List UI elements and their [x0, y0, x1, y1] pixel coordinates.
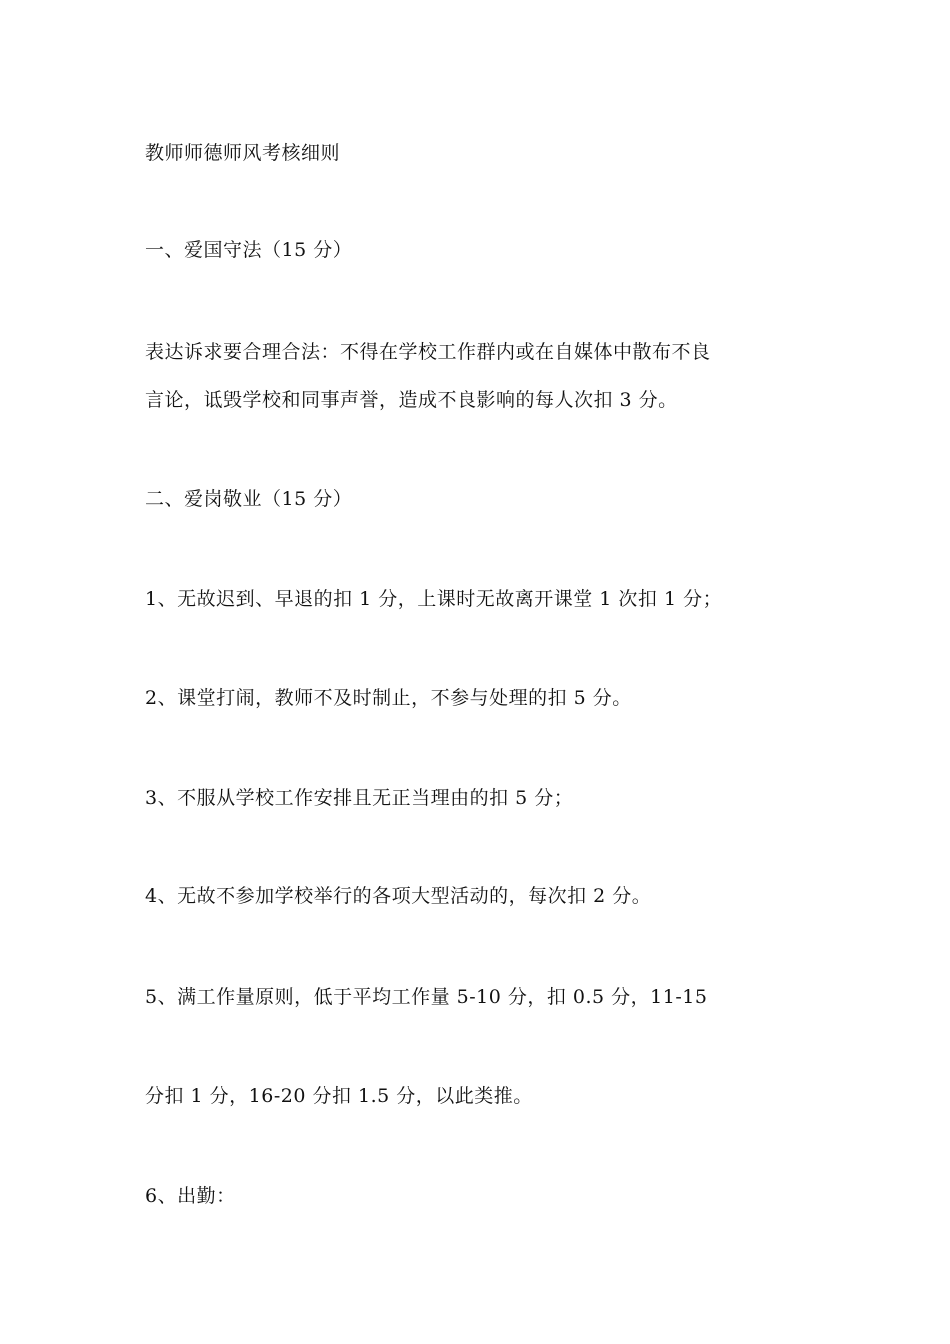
document-title: 教师师德师风考核细则: [145, 142, 341, 164]
section-heading-1: 一、爱国守法（15 分）: [145, 239, 353, 261]
list-item-continuation: 分扣 1 分，16-20 分扣 1.5 分，以此类推。: [145, 1085, 533, 1107]
list-item: 6、出勤：: [145, 1185, 236, 1207]
list-item: 1、无故迟到、早退的扣 1 分，上课时无故离开课堂 1 次扣 1 分；: [145, 588, 723, 610]
section1-paragraph-line-1: 表达诉求要合理合法：不得在学校工作群内或在自媒体中散布不良: [145, 341, 711, 363]
list-item: 2、课堂打闹，教师不及时制止，不参与处理的扣 5 分。: [145, 687, 632, 709]
list-item: 3、不服从学校工作安排且无正当理由的扣 5 分；: [145, 787, 574, 809]
section-heading-2: 二、爱岗敬业（15 分）: [145, 488, 353, 510]
list-item: 4、无故不参加学校举行的各项大型活动的，每次扣 2 分。: [145, 885, 652, 907]
section1-paragraph-line-2: 言论，诋毁学校和同事声誉，造成不良影响的每人次扣 3 分。: [145, 389, 678, 411]
list-item: 5、满工作量原则，低于平均工作量 5-10 分，扣 0.5 分，11-15: [145, 986, 708, 1008]
